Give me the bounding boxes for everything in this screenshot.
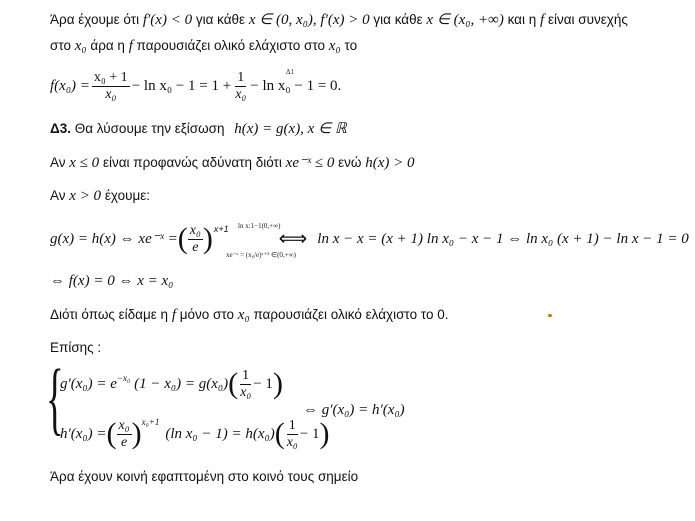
text: έχουμε: [104, 188, 151, 203]
text: για κάθε [373, 12, 423, 27]
equation-lhs: h′(x₀) = [60, 425, 107, 442]
text: Άρα έχουν κοινή εφαπτομένη στο κοινό τους σημείο [50, 469, 359, 484]
equation-lhs: g(x) = h(x) ⇔ xe⁻ˣ = [50, 230, 178, 247]
fraction-numerator: 1 [237, 69, 245, 85]
paren-right: ) [319, 417, 330, 450]
text: ενώ [338, 155, 362, 170]
arrow-condition-above: ln x:1−1(0,+∞) [238, 222, 281, 230]
equation-lhs: f(x₀) = [50, 77, 90, 94]
equivalence-arrow: ⟺ [278, 227, 308, 250]
fraction-denominator: x₀ [240, 384, 252, 400]
fraction-denominator: x₀ [286, 434, 298, 450]
fraction [233, 70, 248, 103]
system-result [303, 401, 405, 419]
system-row-1 [60, 364, 283, 404]
equation-note: Δ1 [286, 68, 295, 76]
fraction-numerator: 1 [288, 417, 296, 433]
text: για κάθε [195, 12, 246, 27]
arrow-condition-below: xe⁻ˣ = (x₀/e)ˣ⁺¹ ∈(0,+∞) [226, 251, 296, 259]
fraction-numerator: 1 [242, 367, 250, 383]
math-inline: f′(x) < 0 [142, 12, 193, 28]
equation-middle: − ln x₀ − 1 = 1 + [131, 77, 232, 94]
paragraph-line-1 [50, 11, 628, 29]
paragraph-line-7 [50, 306, 448, 324]
exponent: x₀+1 [141, 417, 160, 427]
paren-left: ( [274, 417, 285, 450]
fraction [117, 418, 132, 451]
equation: ⇔ g′(x₀) = h′(x₀) [303, 402, 405, 418]
exponent: −x₀ [116, 373, 131, 383]
math-inline: xe⁻ˣ ≤ 0 [285, 155, 335, 171]
math-inline: x ∈ (0, x₀), f′(x) > 0 [248, 12, 370, 28]
math-inline: f [128, 38, 133, 54]
equation-lhs: g′(x₀) = e [60, 375, 117, 392]
text: άρα η [90, 38, 125, 53]
equation: ⇔ f(x) = 0 ⇔ x = x₀ [50, 273, 174, 289]
equation-tail: − 1 [253, 375, 273, 392]
text: στο [50, 38, 71, 53]
equation-rhs: ln x − x = (x + 1) ln x₀ − x − 1 ⇔ ln x₀ (x + 1) − ln x − 1 = 0 [317, 230, 689, 247]
fraction-denominator: x₀ [105, 86, 117, 102]
paragraph-line-2 [50, 37, 357, 55]
equation-2 [50, 221, 689, 257]
text: μόνο στο [179, 307, 235, 322]
exponent: x+1 [213, 224, 229, 234]
text: Αν [50, 155, 66, 170]
math-inline: h(x) = g(x), x ∈ ℝ [234, 121, 347, 137]
paren-left: ( [106, 417, 117, 450]
math-inline: x₀ [237, 307, 250, 323]
math-inline: x₀ [74, 38, 87, 54]
fraction [188, 223, 203, 256]
math-inline: f [171, 307, 176, 323]
fraction [238, 368, 253, 401]
equation-middle: (ln x₀ − 1) = h(x₀) [165, 425, 275, 442]
fraction-numerator: x₀ [189, 222, 201, 238]
text: και η [507, 12, 537, 27]
equation-tail: − 1 [299, 425, 320, 442]
math-inline: h(x) > 0 [365, 155, 415, 171]
text: Επίσης : [50, 340, 102, 355]
fraction [285, 418, 300, 451]
math-inline: x > 0 [69, 188, 102, 204]
fraction-denominator: e [120, 434, 128, 450]
text: Άρα έχουμε ότι [50, 12, 140, 27]
paren-right: ) [202, 222, 213, 255]
text: είναι προφανώς αδύνατη διότι [102, 155, 282, 170]
fraction-numerator: x₀ [118, 417, 130, 433]
text: Διότι όπως είδαμε η [50, 307, 169, 322]
equation-1 [50, 66, 341, 106]
text: είναι συνεχής [547, 12, 628, 27]
paren-left: ( [177, 222, 188, 255]
math-inline: x ∈ (x₀, +∞) [426, 12, 504, 28]
section-d3 [50, 120, 347, 138]
paragraph-last [50, 468, 358, 485]
system-row-2 [60, 412, 330, 456]
stray-mark [548, 314, 552, 317]
paren-right: ) [272, 367, 283, 400]
text: παρουσιάζει ολικό ελάχιστο το 0. [253, 307, 449, 322]
fraction-denominator: e [192, 239, 199, 255]
paragraph-line-4 [50, 154, 414, 172]
equation-middle: (1 − x₀) = g(x₀) [134, 375, 229, 392]
text: Θα λύσουμε την εξίσωση [74, 121, 225, 136]
math-inline: f [540, 12, 545, 28]
text: το [344, 38, 358, 53]
section-label: Δ3. [50, 121, 71, 136]
paren-right: ) [131, 417, 142, 450]
fraction-numerator: x₀ + 1 [93, 69, 128, 85]
equation-3 [50, 272, 173, 290]
text: Αν [50, 188, 66, 203]
fraction-denominator: x₀ [235, 86, 247, 102]
math-inline: x ≤ 0 [69, 155, 100, 171]
system-brace: { [46, 352, 64, 443]
equation-tail: − ln x₀ − 1 = 0. [250, 77, 342, 94]
fraction [92, 70, 130, 103]
text: παρουσιάζει ολικό ελάχιστο στο [136, 38, 326, 53]
paren-left: ( [228, 367, 239, 400]
math-inline: x₀ [328, 38, 341, 54]
paragraph-line-5 [50, 187, 150, 205]
